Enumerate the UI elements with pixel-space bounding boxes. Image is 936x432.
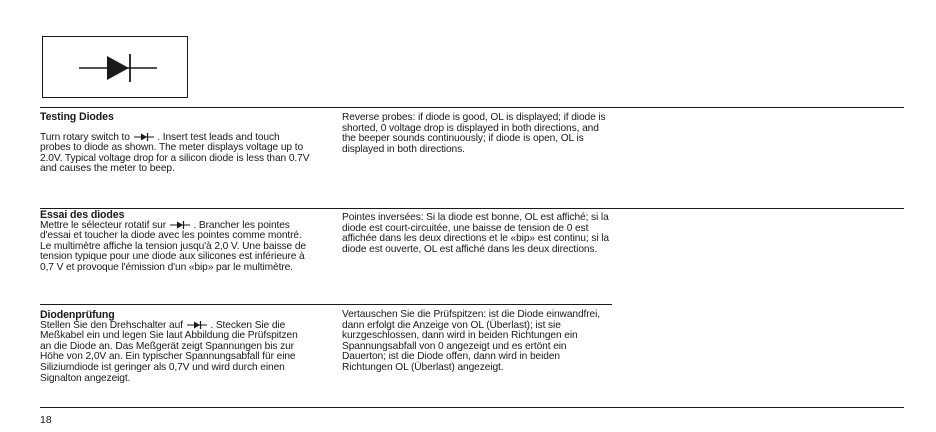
section-body: Pointes inversées: Si la diode est bonne, OL est affiché; si la diode est court-circuitée, une baisse de tension de 0 est affichée dans les deux directions et le «bip» est continu; si la diode est ouverte, OL est affiché dans les deux directions. bbox=[342, 212, 609, 255]
section-de-right bbox=[342, 310, 610, 374]
section-divider bbox=[40, 304, 612, 305]
diode-symbol-panel bbox=[42, 36, 188, 98]
section-body: Stellen Sie den Drehschalter auf . Stecken Sie die Meßkabel ein und legen Sie laut Abbildung die Prüfspitzen an die Diode an. Das Meßgerät zeigt Spannungen bis zur Höhe von 2,0V an. Ein typischer Spannungsabfall für eine Siliziumdiode ist geringer als 0,7V und wird durch einen Signalton angezeigt. bbox=[40, 319, 298, 384]
section-body: Turn rotary switch to . Insert test leads and touch probes to diode as shown. The meter displays voltage up to 2.0V. Typical voltage drop for a silicon diode is less than 0.7V and causes the meter to beep. bbox=[40, 131, 310, 175]
section-divider bbox=[40, 208, 904, 209]
section-heading: Essai des diodes bbox=[40, 209, 125, 221]
section-body: Reverse probes: if diode is good, OL is displayed; if diode is shorted, 0 voltage drop is displayed in both directions, and the beeper sounds continuously; if diode is open, OL is displayed in both directions. bbox=[342, 112, 606, 155]
section-heading: Diodenprüfung bbox=[40, 309, 115, 321]
section-fr-right bbox=[342, 213, 610, 255]
diode-inline-icon bbox=[134, 133, 154, 141]
diode-symbol-icon bbox=[43, 37, 189, 99]
diode-inline-icon bbox=[187, 321, 207, 329]
diode-inline-icon bbox=[170, 221, 190, 229]
section-fr-left bbox=[40, 210, 310, 274]
section-divider bbox=[40, 407, 904, 408]
section-divider bbox=[40, 107, 904, 108]
section-body: Vertauschen Sie die Prüfspitzen: ist die Diode einwandfrei, dann erfolgt die Anzeige von OL (Überlast); ist sie kurzgeschlossen, dann wird in beiden Richtungen ein Spannungsabfall von 0 angezeigt und es ertönt ein Dauerton; ist die Diode offen, dann wird in beiden Richtungen OL (Überlast) angezeigt. bbox=[342, 309, 600, 373]
section-heading: Testing Diodes bbox=[40, 111, 114, 123]
section-de-left bbox=[40, 310, 310, 384]
page-number: 18 bbox=[40, 414, 52, 426]
section-en-left bbox=[40, 112, 310, 175]
section-en-right bbox=[342, 113, 610, 155]
section-body: Mettre le sélecteur rotatif sur . Brancher les pointes d'essai et toucher la diode avec les pointes comme montré. Le multimètre affiche la tension jusqu'à 2,0 V. Une baisse de tension typique pour une diode aux silicones est inférieure à 0,7 V et provoque l'émission d'un «bip» par le multimètre. bbox=[40, 219, 306, 273]
